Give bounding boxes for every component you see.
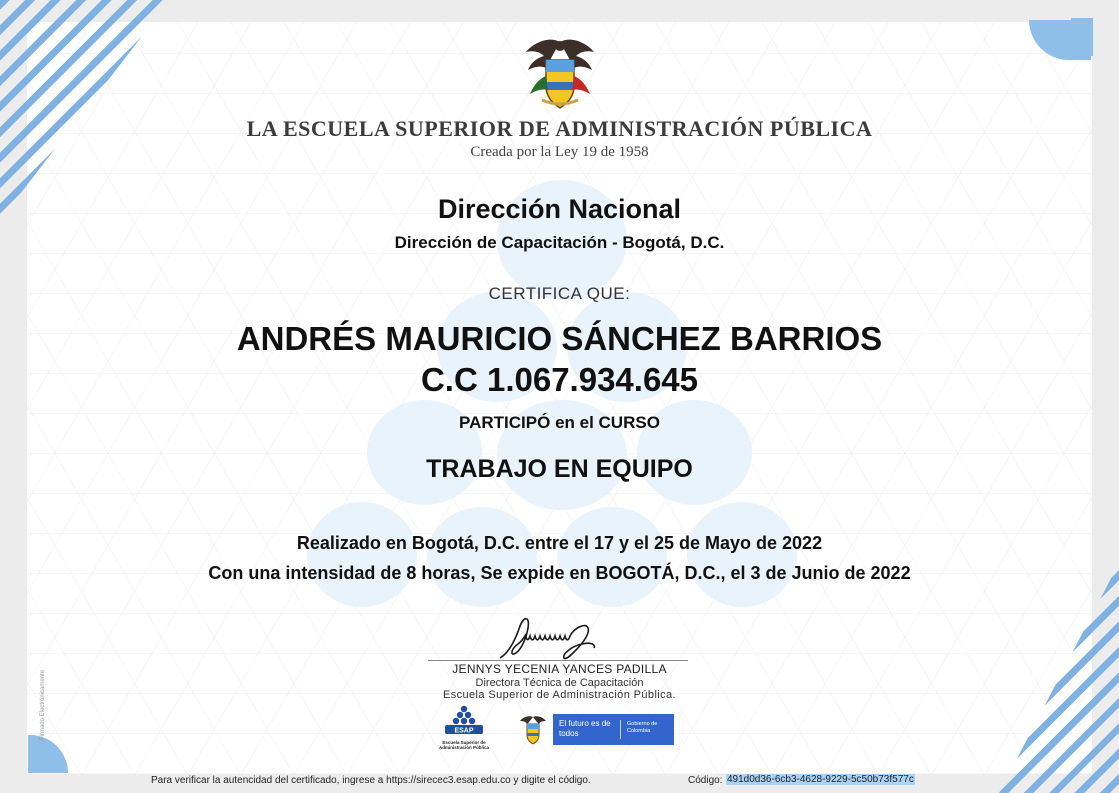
government-logo [518,714,678,745]
signature-image [490,608,630,664]
recipient-name: ANDRÉS MAURICIO SÁNCHEZ BARRIOS [236,320,883,357]
signer-organization: Escuela Superior de Administración Pública. [442,689,677,701]
government-slogan: El futuro es de todos [559,719,611,738]
esap-logo [436,705,492,750]
course-dates: Realizado en Bogotá, D.C. entre el 17 y el 25 de Mayo de 2022 [296,533,823,553]
participation-text: PARTICIPÓ en el CURSO [459,413,660,432]
direction-subtitle: Dirección de Capacitación - Bogotá, D.C. [394,233,725,252]
signer-role: Directora Técnica de Capacitación [475,677,644,689]
recipient-id: C.C 1.067.934.645 [420,361,699,398]
signature-line [428,660,688,661]
esap-logo-label: Escuela Superior de Administración Pública [438,740,489,750]
verification-text: Para verificar la autencidad del certificado, ingrese a https://sirecec3.esap.edu.co y digite el código. [151,775,591,786]
course-title: TRABAJO EN EQUIPO [426,455,693,483]
course-intensity: Con una intensidad de 8 horas, Se expide en BOGOTÁ, D.C., el 3 de Junio de 2022 [208,563,911,583]
direction-title: Dirección Nacional [437,194,682,224]
government-name: Gobierno de Colombia [627,721,658,734]
institution-name: LA ESCUELA SUPERIOR DE ADMINISTRACIÓN PÚBLICA [246,116,873,141]
institution-founded: Creada por la Ley 19 de 1958 [470,144,649,160]
esap-logo-icon [436,705,492,735]
svg-text:ESAP: ESAP [454,727,474,735]
digital-signature-mark [32,669,52,744]
government-banner [553,714,674,745]
digital-signature-label: Firmado Electrónicamente [40,669,47,741]
colombia-crest-icon [518,714,548,745]
government-divider [620,720,621,739]
coat-of-arms-icon [520,36,600,110]
certificate-code[interactable]: 491d0d36-6cb3-4628-9229-5c50b73f577c [727,774,914,785]
code-label: Código: [688,775,723,786]
certifies-heading: CERTIFICA QUE: [488,284,631,303]
signer-name: JENNYS YECENIA YANCES PADILLA [452,662,667,676]
